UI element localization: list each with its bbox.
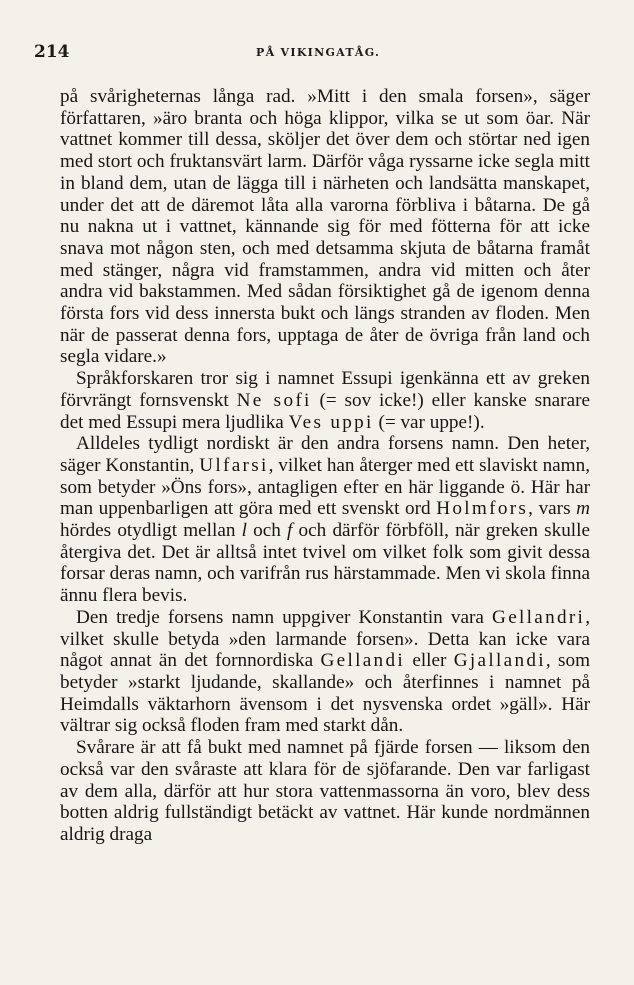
italic-letter: l <box>241 520 247 542</box>
paragraph-2 <box>60 368 590 433</box>
text-run: (= sov icke!) eller kanske snarare det med Essupi mera ljudlika <box>60 389 590 433</box>
text-run: Alldeles tydligt nordiskt är den andra forsens namn. Den heter, säger Konstantin, <box>60 433 590 476</box>
text-run: Den tredje forsens namn uppgiver Konstantin vara <box>76 606 493 628</box>
italic-letter: f <box>287 520 293 542</box>
page-number: 214 <box>34 42 70 62</box>
text-run: , vars <box>528 498 577 520</box>
spaced-term: Gellandri <box>492 606 586 628</box>
spaced-term: Holmfors <box>436 498 529 520</box>
running-head: PÅ VIKINGATÅG. <box>256 46 381 59</box>
text-run: hördes otydligt mellan <box>60 520 242 542</box>
italic-letter: m <box>576 498 590 520</box>
paragraph-5 <box>60 737 590 846</box>
spaced-term: Ne sofi <box>236 389 312 411</box>
text-run: , vilket skulle betyda »den larmande forsen». Detta kan icke vara något annat än det fornnordiska <box>60 606 590 672</box>
text-run: (= var uppe!). <box>373 411 485 433</box>
spaced-term: Ulfarsi <box>199 454 269 476</box>
spaced-term: Ves uppi <box>288 411 374 433</box>
paragraph-1 <box>60 86 590 368</box>
text-run: på svårigheternas långa rad. »Mitt i den smala forsen», säger författaren, »äro branta och höga klippor, vilka se ut som öar. När vattnet kommer till dessa, sköljer det över dem och störtar ned igen med stort och fruktansvärt larm. Därför våga ryssarne icke segla mitt in bland dem, utan de lägga till i närheten och landsätta manskapet, under det att de däremot låta alla varorna förbliva i båtarna. De gå nu nakna ut i vattnet, kännande sig för med fötterna för att icke snava mot någon sten, och med detsamma skjuta de båtarna framåt med stänger, några vid framstammen, andra vid mitten och åter andra vid bakstammen. Med sådan försiktighet gå de igenom denna första fors vid dess innersta bukt och längs stranden av floden. Men när de passerat denna fors, upptaga de åter de övriga från land och segla vidare.» <box>60 86 590 368</box>
body-text <box>60 86 590 846</box>
text-run: , som betyder »starkt ljudande, skallande» och återfinnes i namnet på Heimdalls väktarhorn ävensom i det nysvenska ordet »gäll». Här vältrar sig också floden fram med starkt dån. <box>60 650 590 737</box>
spaced-term: Gellandi <box>320 650 405 672</box>
text-run: eller <box>404 650 454 672</box>
text-run: Svårare är att få bukt med namnet på fjärde forsen — liksom den också var den svåraste att klara för de sjöfarande. Den var farligast av dem alla, därför att hur stora vattenmassorna än voro, blev dess botten aldrig fullständigt betäckt av vattnet. Här kunde nordmännen aldrig draga <box>60 737 590 845</box>
paragraph-4 <box>60 607 590 737</box>
text-run: , vilket han återger med ett slaviskt namn, som betyder »Öns fors», antagligen efter en här liggande ö. Här har man uppenbarligen att göra med ett svenskt ord <box>60 454 590 520</box>
text-run: och <box>246 520 288 542</box>
spaced-term: Gjallandi <box>453 650 546 672</box>
text-run: och därför förbföll, när greken skulle återgiva det. Det är alltså intet tvivel om vilket folk som givit dessa forsar deras namn, och varifrån rus härstammade. Men vi skola finna ännu flera bevis. <box>60 520 590 607</box>
paragraph-3 <box>60 433 590 607</box>
text-run: Språkforskaren tror sig i namnet Essupi igenkänna ett av greken förvrängt fornsvenskt <box>60 368 590 411</box>
